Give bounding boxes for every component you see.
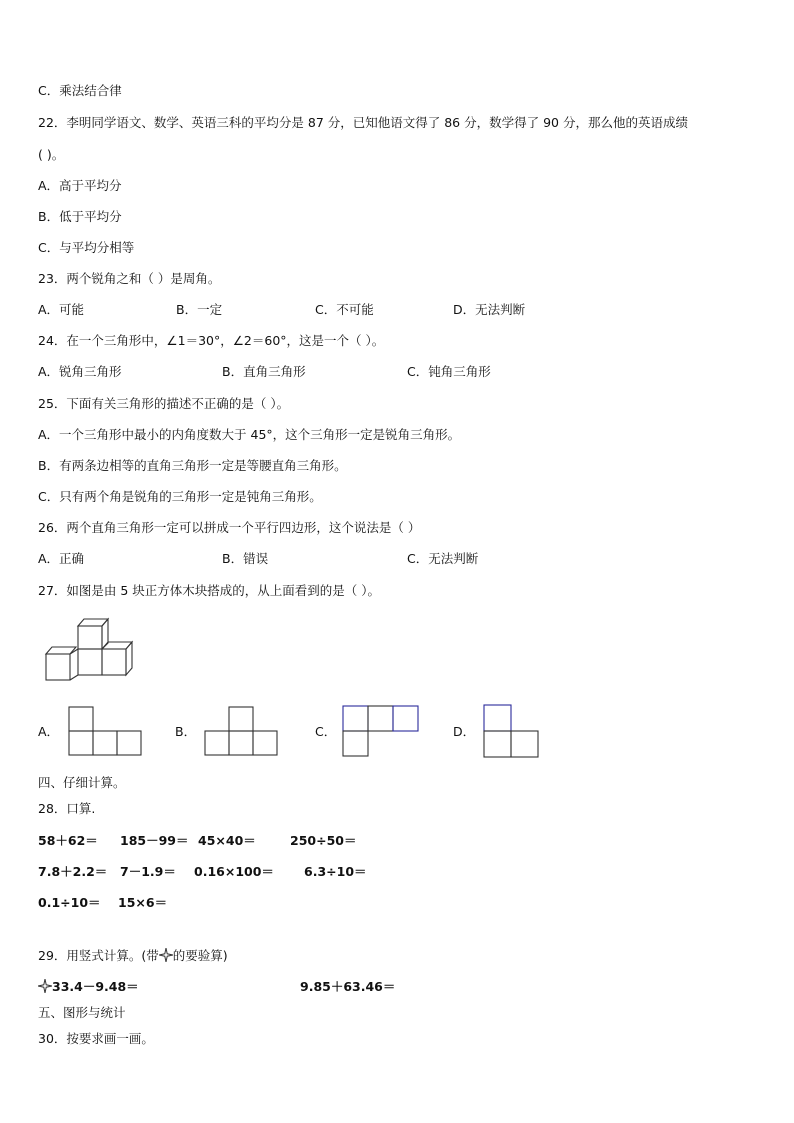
q29-expr-1	[38, 979, 139, 995]
q25-stem: 25．下面有关三角形的描述不正确的是（ ）。	[38, 396, 290, 411]
q29-stem-suffix: 的要验算)	[172, 948, 228, 963]
q29-expr-2: 9.85＋63.46＝	[300, 979, 396, 994]
q24-option-b: B．直角三角形	[222, 364, 306, 379]
q27-option-a-label: A．	[38, 724, 60, 739]
q23-stem: 23．两个锐角之和（ ）是周角。	[38, 271, 221, 286]
q25-option-a: A．一个三角形中最小的内角度数大于 45°，这个三角形一定是锐角三角形。	[38, 427, 461, 442]
q26-option-a: A．正确	[38, 551, 85, 566]
q28-expr: 7－1.9＝	[120, 864, 176, 879]
q23-option-c: C．不可能	[315, 302, 374, 317]
q22-stem-blank: ( )。	[38, 147, 65, 162]
q24-option-a: A．锐角三角形	[38, 364, 122, 379]
q28-expr: 58＋62＝	[38, 833, 98, 848]
q24-option-c: C．钝角三角形	[407, 364, 491, 379]
q22-option-a: A．高于平均分	[38, 178, 122, 193]
q29-stem-prefix: 29．用竖式计算。(带	[38, 948, 159, 963]
q23-option-b: B．一定	[176, 302, 223, 317]
q26-stem: 26．两个直角三角形一定可以拼成一个平行四边形，这个说法是（ ）	[38, 520, 421, 535]
q22-option-b: B．低于平均分	[38, 209, 122, 224]
q27-stem: 27．如图是由 5 块正方体木块搭成的，从上面看到的是（ ）。	[38, 583, 381, 598]
section-5-title: 五、图形与统计	[38, 1005, 126, 1020]
q28-expr: 0.1÷10＝	[38, 895, 101, 910]
q26-option-c: C．无法判断	[407, 551, 479, 566]
q21-option-c: C．乘法结合律	[38, 83, 122, 98]
q30-stem: 30．按要求画一画。	[38, 1031, 154, 1046]
q27-cube-figure	[40, 615, 144, 687]
sparkle-star-icon	[38, 979, 52, 993]
q28-expr: 6.3÷10＝	[304, 864, 367, 879]
q29-expr-1-text: 33.4－9.48＝	[52, 979, 139, 994]
q23-option-a: A．可能	[38, 302, 85, 317]
q28-stem: 28．口算.	[38, 801, 96, 816]
q25-option-c: C．只有两个角是锐角的三角形一定是钝角三角形。	[38, 489, 322, 504]
q22-stem: 22．李明同学语文、数学、英语三科的平均分是 87 分，已知他语文得了 86 分，数学得了 90 分，那么他的英语成绩	[38, 115, 688, 130]
q27-option-c-shape	[341, 704, 421, 760]
q27-option-d-shape	[482, 703, 544, 761]
q28-expr: 185－99＝	[120, 833, 189, 848]
section-4-title: 四、仔细计算。	[38, 775, 126, 790]
q27-option-c-label: C．	[315, 724, 337, 739]
q25-option-b: B．有两条边相等的直角三角形一定是等腰直角三角形。	[38, 458, 347, 473]
q28-expr: 45×40＝	[198, 833, 256, 848]
sparkle-star-icon	[159, 948, 173, 962]
q23-option-d: D．无法判断	[453, 302, 526, 317]
q26-option-b: B．错误	[222, 551, 269, 566]
q28-expr: 7.8＋2.2＝	[38, 864, 108, 879]
q24-stem: 24．在一个三角形中，∠1＝30°，∠2＝60°，这是一个（ ）。	[38, 333, 385, 348]
q28-expr: 15×6＝	[118, 895, 168, 910]
q27-option-d-label: D．	[453, 724, 476, 739]
q22-option-c: C．与平均分相等	[38, 240, 135, 255]
q29-stem	[38, 948, 228, 964]
q27-option-b-label: B．	[175, 724, 197, 739]
q27-option-a-shape	[68, 706, 144, 758]
q28-expr: 0.16×100＝	[194, 864, 274, 879]
q27-option-b-shape	[203, 706, 283, 758]
q28-expr: 250÷50＝	[290, 833, 357, 848]
